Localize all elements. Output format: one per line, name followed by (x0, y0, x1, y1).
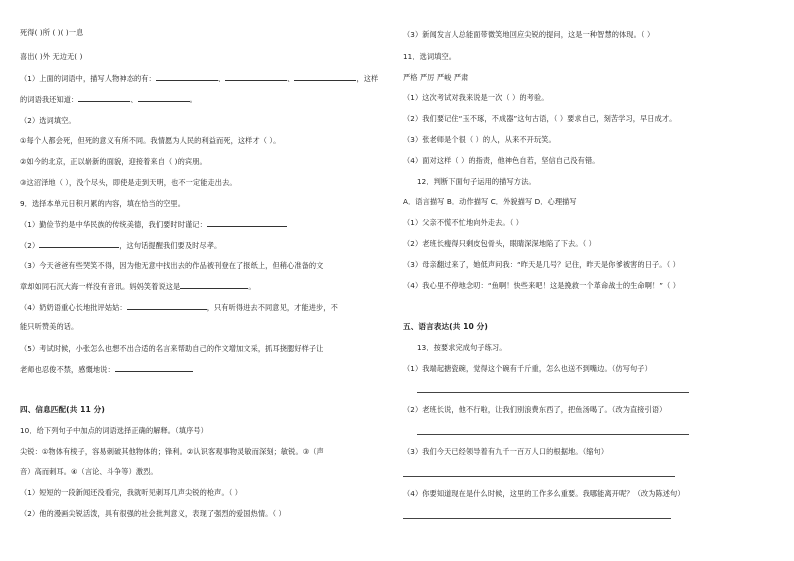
blank[interactable] (180, 281, 248, 289)
q9-item-4a (20, 302, 338, 313)
q9-item-4c: 能只听赞美的话。 (20, 322, 79, 331)
q10-item-1: （1）短短的一段新闻还没看完，我就听见刺耳几声尖锐的枪声。（ ） (20, 488, 243, 497)
q1-tail: ，这样 (356, 74, 379, 83)
q9-5b-text: 老师也忍俊不禁，感慨地说： (20, 365, 115, 374)
q9-2-num: （2） (20, 241, 40, 250)
q9-item-2 (20, 240, 221, 251)
q12-item-1: （1）父亲不慌不忙地向外走去。（ ） (403, 218, 524, 227)
q11-prompt: 11．选词填空。 (403, 52, 457, 61)
q10-prompt: 10．给下列句子中加点的词语选择正确的解释。（填序号） (20, 426, 208, 435)
section-5-heading: 五、语言表达(共 10 分) (403, 322, 488, 331)
blank[interactable] (39, 240, 119, 248)
q2-item-2: ②如今的北京，正以崭新的面貌，迎接着来自（ )的宾朋。 (20, 157, 207, 166)
q2-item-1: ①每个人都会死，但死的意义有所不同。我情愿为人民的利益而死，这样才（ ）。 (20, 136, 281, 145)
q1-text: （1）上面的词语中，描写人物神态的有： (20, 74, 156, 83)
answer-line-3[interactable] (403, 476, 675, 477)
q9-4a-text: （4）奶奶语重心长地批评姑姑： (20, 303, 127, 312)
q2-prompt: （2）选词填空。 (20, 116, 76, 125)
q1-line2: 的词语我还知道： 、 。 (20, 95, 197, 104)
q11-item-3: （3）张老师是个很（ ）的人，从来不开玩笑。 (403, 135, 556, 144)
q10-options-1: 尖锐：①物体有棱子，容易刺破其他物体的；锋利。②认识客观事物灵敏而深刻；敏锐。③（声 (20, 447, 324, 456)
q12-item-2: （2）老班长瘦得只剩皮包骨头，眼睛深深地陷了下去。（ ） (403, 239, 596, 248)
answer-line-1[interactable] (417, 392, 689, 393)
q11-item-2: （2）我们要记住“玉不琢，不成器”这句古语，（ ）要求自己，刻苦学习，早日成才。 (403, 114, 677, 123)
q9-item-3b: 章却如同石沉大海一样没有音讯。妈妈笑着说这是 。 (20, 282, 256, 291)
blank[interactable] (225, 73, 287, 81)
right-column (397, 0, 777, 561)
q9-prompt: 9．选择本单元日积月累的内容，填在恰当的空里。 (20, 199, 186, 208)
q9-3b-text: 章却如同石沉大海一样没有音讯。妈妈笑着说这是 (20, 282, 181, 291)
blank[interactable] (127, 302, 207, 310)
q1-text-2: 的词语我还知道： (20, 95, 79, 104)
q13-item-3: （3）我们今天已经领导着有九千一百万人口的根据地。（缩句） (403, 447, 609, 456)
q13-prompt: 13．按要求完成句子练习。 (417, 343, 507, 352)
q9-item-1 (20, 219, 287, 230)
blank[interactable] (138, 94, 190, 102)
blank[interactable] (207, 219, 287, 227)
answer-line-4[interactable] (403, 518, 671, 519)
q13-item-1: （1）我端起搪瓷碗，觉得这个碗有千斤重，怎么也送不到嘴边。（仿写句子） (403, 364, 652, 373)
q9-1-text: （1）勤俭节约是中华民族的传统美德，我们要时时谨记： (20, 220, 207, 229)
idiom-line-2: 喜出( )外 无边无( ) (20, 52, 83, 61)
q10-item-2: （2）他的漫画尖锐活泼，具有很强的社会批判意义，表现了强烈的爱国热情。（ ） (20, 509, 286, 518)
section-4-heading: 四、信息匹配(共 11 分) (20, 405, 105, 414)
answer-line-2[interactable] (417, 434, 689, 435)
blank[interactable] (115, 364, 193, 372)
q12-item-3: （3）母亲翻过来了，她低声问我：“昨天是几号？记住，昨天是你爹被害的日子。（ ） (403, 260, 680, 269)
blank[interactable] (294, 73, 356, 81)
q9-item-5a: （5）考试时候，小张怎么也想不出合适的名言来帮助自己的作文增加文采，抓耳挠腮好样子让 (20, 344, 324, 353)
blank[interactable] (78, 94, 130, 102)
q12-prompt: 12．判断下面句子运用的描写方法。 (417, 177, 536, 186)
q12-item-4: （4）我心里不停地念叨：“鱼啊！快些来吧！这是挽救一个革命战士的生命啊！”（ ） (403, 281, 681, 290)
q11-item-1: （1）这次考试对我来说是一次（ ）的考验。 (403, 93, 549, 102)
q11-word-bank: 严格 严厉 严峻 严肃 (403, 73, 469, 82)
left-column (0, 0, 380, 561)
q9-2-text: ，这句话提醒我们要及时尽孝。 (119, 241, 222, 250)
q10-item-3: （3）新闻发言人总能面带微笑地回应尖锐的提问，这是一种智慧的体现。（ ） (403, 30, 655, 39)
q11-item-4: （4）面对这样（ ）的指责，他神色自若，坚信自己没有错。 (403, 156, 600, 165)
q9-item-3a: （3）今天爸爸有些哭笑不得，因为他无意中找出去的作品被刊登在了报纸上，但稍心准备的文 (20, 261, 324, 270)
q9-item-5b (20, 364, 193, 375)
q13-item-4: （4）你要知道现在是什么时候，这里的工作多么重要。我哪能离开呢？（改为陈述句） (403, 489, 685, 498)
q9-4b-text: ，只有听得进去不同意见，才能进步，不 (206, 303, 338, 312)
idiom-line-1: 死得( )所 ( )( )一息 (20, 28, 84, 37)
q12-options: A．语言描写 B．动作描写 C．外貌描写 D．心理描写 (403, 197, 577, 206)
blank[interactable] (156, 73, 218, 81)
q1-prompt: （1）上面的词语中，描写人物神态的有： 、 、 ，这样 (20, 74, 379, 83)
q10-options-2: 音）高而刺耳。④（言论、斗争等）激烈。 (20, 467, 158, 476)
q2-item-3: ③这沼泽地（ ），没个尽头，即使是走到天明，也不一定能走出去。 (20, 178, 237, 187)
q13-item-2: （2）老班长说，他不行啦，让我们别浪费东西了，把鱼汤喝了。（改为直接引语） (403, 405, 667, 414)
